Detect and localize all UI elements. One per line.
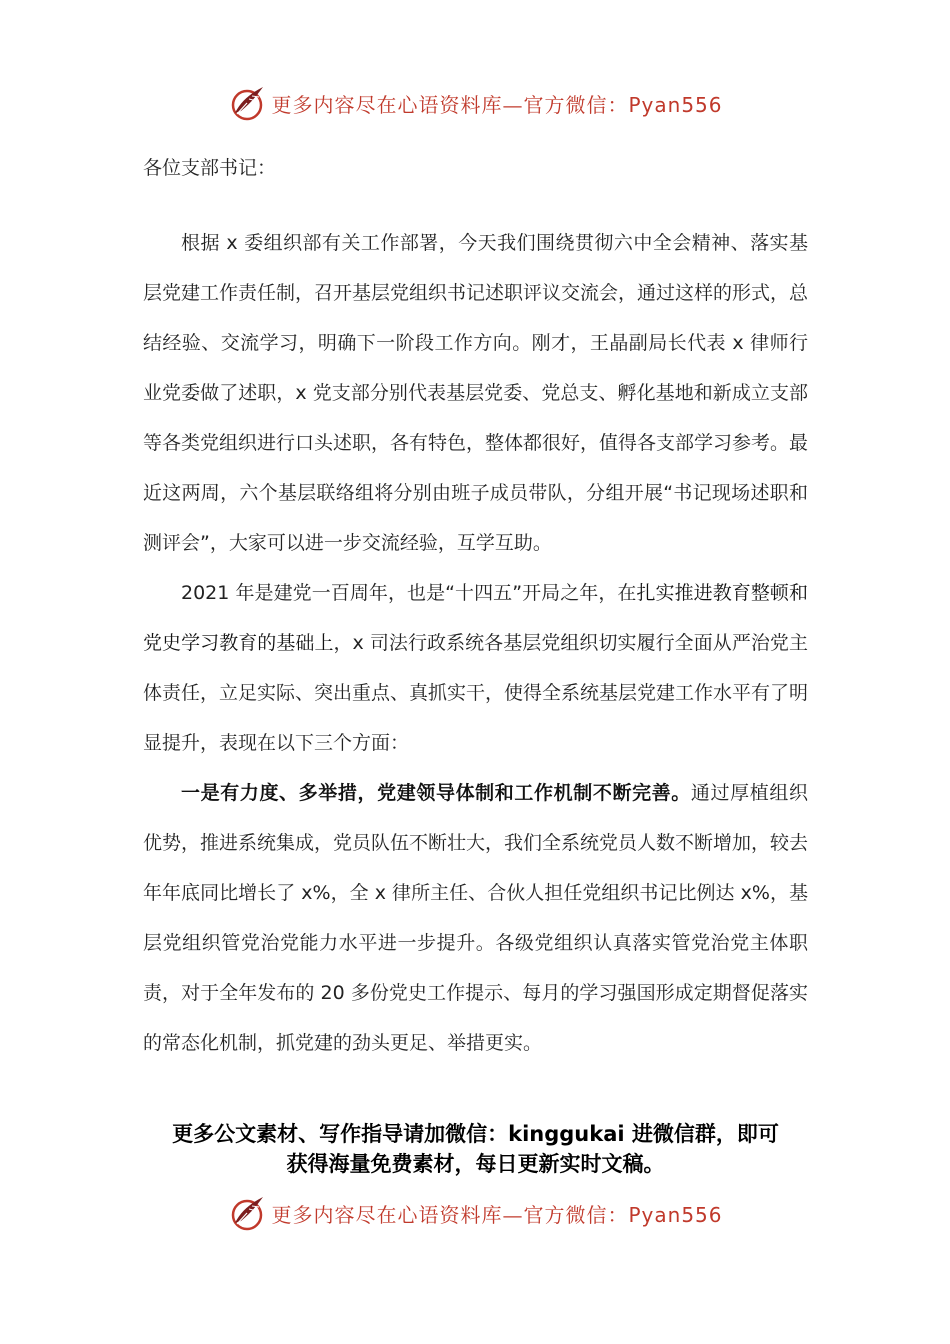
promo-notice xyxy=(143,1119,808,1179)
feather-pen-logo-icon xyxy=(227,1193,267,1233)
footer-banner-account: Pyan556 xyxy=(628,1202,723,1227)
footer-banner xyxy=(0,1191,950,1235)
paragraph-2-emphasis: 扎实推进教育整顿和党史学习教育的基础上 xyxy=(143,582,808,654)
promo-line-2: 获得海量免费素材，每日更新实时文稿。 xyxy=(286,1152,665,1176)
header-banner-text: 更多内容尽在心语资料库—官方微信：Pyan556 xyxy=(271,92,723,117)
document-body xyxy=(143,143,808,1068)
footer-banner-text: 更多内容尽在心语资料库—官方微信：Pyan556 xyxy=(271,1202,723,1227)
paragraph-3-heading: 一是有力度、多举措，党建领导体制和工作机制不断完善。 xyxy=(181,782,691,804)
greeting: 各位支部书记： xyxy=(143,157,277,179)
header-banner xyxy=(0,81,950,125)
promo-line-1: 更多公文素材、写作指导请加微信：kinggukai 进微信群，即可 xyxy=(172,1122,779,1146)
paragraph-1: 根据 x 委组织部有关工作部署，今天我们围绕贯彻六中全会精神、落实基层党建工作责任制，召开基层党组织书记述职评议交流会，通过这样的形式，总结经验、交流学习，明确下一阶段工作方向。刚才，王晶副局长代表 x 律师行业党委做了述职，x 党支部分别代表基层党委、党总支、孵化基地和新成立支部等各类党组织进行口头述职，各有特色，整体都很好，值得各支部学习参考。最近这两周，六个基层联络组将分别由班子成员带队，分组开展“书记现场述职和测评会”，大家可以进一步交流经验，互学互助。 xyxy=(143,232,809,554)
header-banner-account: Pyan556 xyxy=(628,92,723,117)
paragraph-3: 一是有力度、多举措，党建领导体制和工作机制不断完善。通过厚植组织优势，推进系统集成，党员队伍不断壮大，我们全系统党员人数不断增加，较去年年底同比增长了 x%，全 x 律所主任、合伙人担任党组织书记比例达 x%，基层党组织管党治党能力水平进一步提升。各级党组织认真落实管党治党主体职责，对于全年发布的 20 多份党史工作提示、每月的学习强国形成定期督促落实的常态化机制，抓党建的劲头更足、举措更实。 xyxy=(143,782,809,1054)
feather-pen-logo-icon xyxy=(227,83,267,123)
paragraph-2: 2021 年是建党一百周年，也是“十四五”开局之年，在扎实推进教育整顿和党史学习教育的基础上，x 司法行政系统各基层党组织切实履行全面从严治党主体责任，立足实际、突出重点、真抓实干，使得全系统基层党建工作水平有了明显提升，表现在以下三个方面： xyxy=(143,582,809,754)
